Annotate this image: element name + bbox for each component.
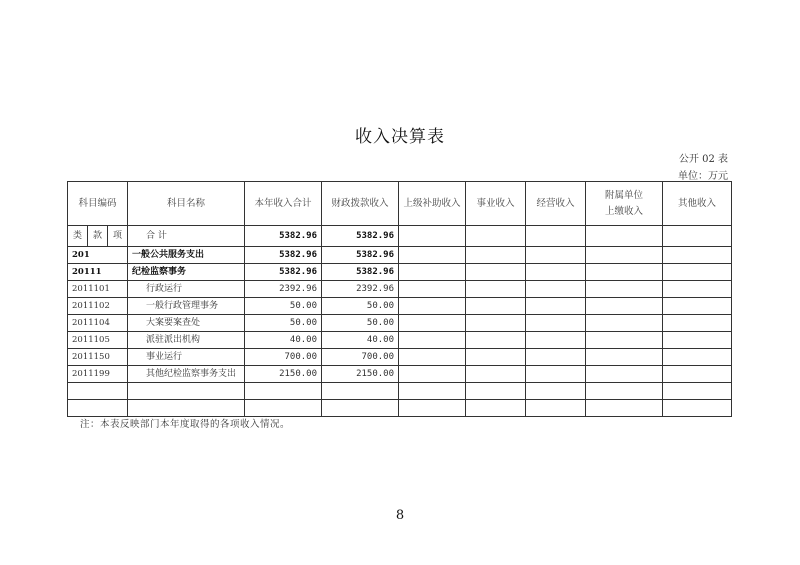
table-row [68, 264, 732, 281]
row-total: 2150.00 [245, 366, 322, 383]
header-row [68, 182, 732, 226]
header-affiliated-line1: 附属单位 [604, 189, 643, 201]
row-name: 一般公共服务支出 [128, 247, 245, 264]
row-code: 20111 [68, 264, 128, 281]
row-fiscal: 5382.96 [322, 264, 399, 281]
header-code: 科目编码 [68, 182, 128, 226]
row-code: 201 [68, 247, 128, 264]
row-total: 5382.96 [245, 264, 322, 281]
total-amount: 5382.96 [245, 226, 322, 247]
row-fiscal: 40.00 [322, 332, 399, 349]
row-total: 40.00 [245, 332, 322, 349]
row-name: 大案要案查处 [128, 315, 245, 332]
row-fiscal: 5382.96 [322, 247, 399, 264]
header-operating: 经营收入 [526, 182, 586, 226]
row-name: 其他纪检监察事务支出 [128, 366, 245, 383]
row-fiscal: 2392.96 [322, 281, 399, 298]
header-affiliated [586, 182, 663, 226]
row-name: 派驻派出机构 [128, 332, 245, 349]
sub-header-xiang: 项 [108, 226, 128, 247]
row-fiscal: 2150.00 [322, 366, 399, 383]
table-row [68, 366, 732, 383]
row-total: 2392.96 [245, 281, 322, 298]
table-row [68, 332, 732, 349]
row-code: 2011150 [68, 349, 128, 366]
header-business: 事业收入 [466, 182, 526, 226]
header-fiscal: 财政拨款收入 [322, 182, 399, 226]
header-superior: 上级补助收入 [399, 182, 466, 226]
table-row [68, 298, 732, 315]
total-fiscal: 5382.96 [322, 226, 399, 247]
form-number: 公开 02 表 [678, 154, 728, 165]
row-code: 2011105 [68, 332, 128, 349]
row-fiscal: 700.00 [322, 349, 399, 366]
header-affiliated-line2: 上缴收入 [604, 205, 643, 217]
empty-row [68, 400, 732, 417]
header-total: 本年收入合计 [245, 182, 322, 226]
table-note: 注：本表反映部门本年度取得的各项收入情况。 [80, 419, 291, 430]
row-total: 50.00 [245, 315, 322, 332]
total-row [68, 226, 732, 247]
table-row [68, 349, 732, 366]
row-name: 事业运行 [128, 349, 245, 366]
row-fiscal: 50.00 [322, 315, 399, 332]
row-code: 2011101 [68, 281, 128, 298]
page-number: 8 [395, 508, 405, 523]
sub-header-kuan: 款 [88, 226, 108, 247]
unit-label: 单位：万元 [678, 171, 728, 182]
income-table [67, 181, 732, 417]
page-title: 收入决算表 [355, 127, 445, 147]
row-total: 50.00 [245, 298, 322, 315]
row-name: 行政运行 [128, 281, 245, 298]
empty-row [68, 383, 732, 400]
row-fiscal: 50.00 [322, 298, 399, 315]
row-total: 5382.96 [245, 247, 322, 264]
row-code: 2011102 [68, 298, 128, 315]
header-other: 其他收入 [663, 182, 732, 226]
row-code: 2011104 [68, 315, 128, 332]
table-row [68, 281, 732, 298]
total-label: 合 计 [128, 226, 245, 247]
sub-header-lei: 类 [68, 226, 88, 247]
row-name: 一般行政管理事务 [128, 298, 245, 315]
row-total: 700.00 [245, 349, 322, 366]
table-row [68, 315, 732, 332]
row-code: 2011199 [68, 366, 128, 383]
header-name: 科目名称 [128, 182, 245, 226]
table-row [68, 247, 732, 264]
row-name: 纪检监察事务 [128, 264, 245, 281]
